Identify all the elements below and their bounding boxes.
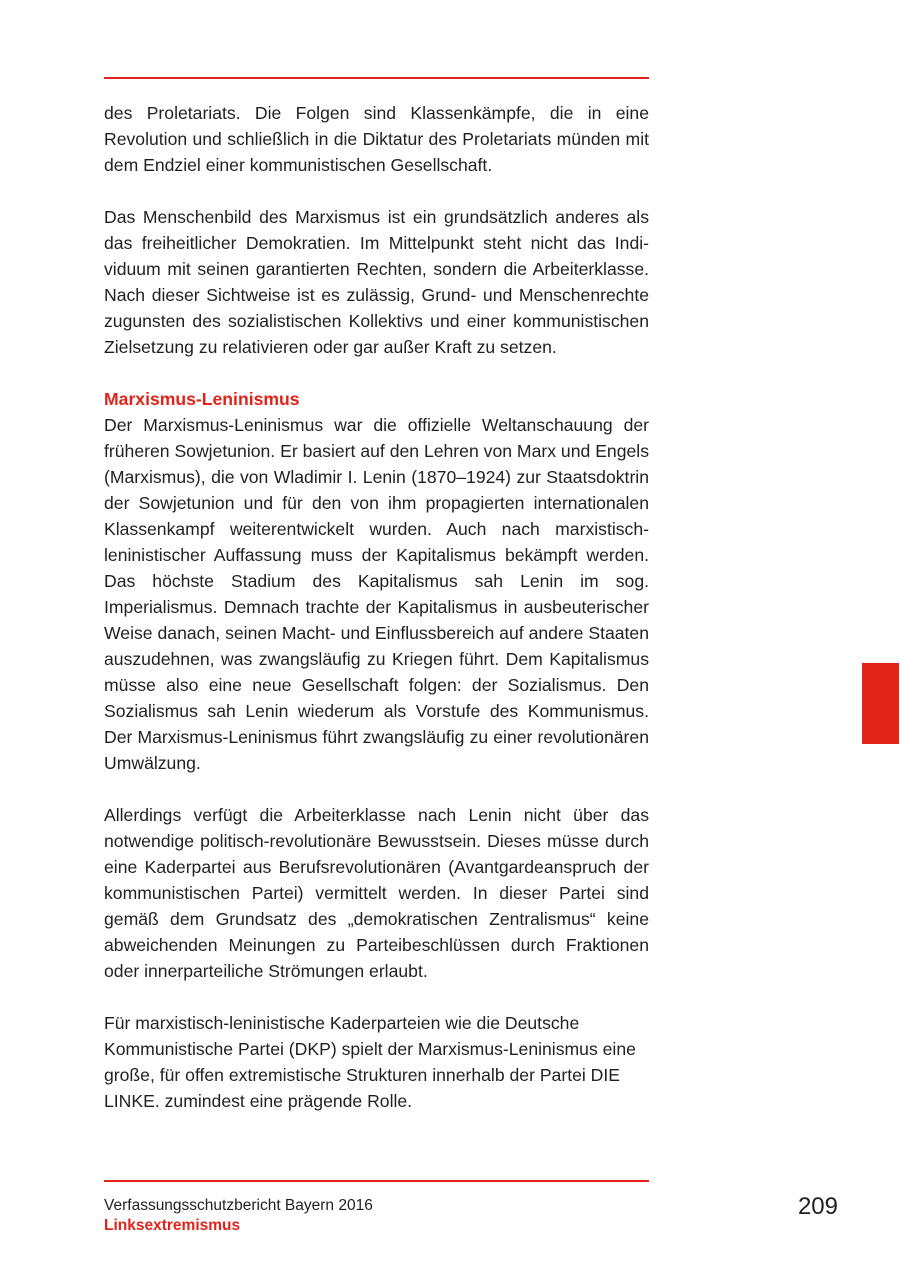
paragraph: Das Menschenbild des Marxismus ist ein grundsätzlich anderes als das freiheitlicher Demokratien. Im Mittelpunkt steht nicht das Individuum mit seinen garantierten Rechten, sondern die Arbeiterklasse. Nach dieser Sichtweise ist es zulässig, Grund- und Menschenrechte zugunsten des sozialistischen Kollektivs und einer kommunistischen Zielsetzung zu relativieren oder gar außer Kraft zu setzen.: [104, 207, 649, 357]
main-text: [104, 100, 649, 1140]
paragraph: des Proletariats. Die Folgen sind Klassenkämpfe, die in eine Revolution und schließlich in die Diktatur des Proletariats münden mit dem Endziel einer kommunistischen Gesellschaft.: [104, 103, 649, 175]
chapter-tab-marker: [862, 663, 899, 744]
page-number: 209: [797, 1193, 838, 1220]
paragraph: Der Marxismus-Leninismus war die offizielle Weltanschauung der früheren Sowjetunion. Er basiert auf den Lehren von Marx und Engels (Marxismus), die von Wladimir I. Lenin (1870–1924) zur Staatsdoktrin der Sowjetunion und für den von ihm propagierten internationalen Klassenkampf weiterentwickelt wurden. Auch nach marxistisch-leninistischer Auffassung muss der Kapitalismus bekämpft werden. Das höchste Stadium des Kapitalismus sah Lenin im sog. Imperialismus. Demnach trachte der Kapitalismus in ausbeuterischer Weise danach, seinen Macht- und Einflussbereich auf andere Staaten auszudehnen, was zwangsläufig zu Kriegen führt. Dem Kapitalismus müsse also eine neue Gesellschaft folgen: der Sozialismus. Den Sozialismus sah Lenin wiederum als Vorstufe des Kommunismus. Der Marxismus-Leninismus führt zwangsläufig zu einer revolutionären Umwälzung.: [104, 415, 649, 773]
section-heading: Marxismus-Leninismus: [104, 389, 300, 409]
footer-publication: Verfassungsschutzbericht Bayern 2016: [104, 1197, 373, 1214]
top-divider: [104, 77, 649, 79]
paragraph: Allerdings verfügt die Arbeiterklasse nach Lenin nicht über das notwendige politisch-revolutionäre Bewusstsein. Dieses müsse durch eine Kaderpartei aus Berufsrevolutionären (Avantgardeanspruch der kommunistischen Partei) vermittelt werden. In dieser Partei sind gemäß dem Grundsatz des „demokratischen Zentralismus“ keine abweichenden Meinungen zu Parteibeschlüssen durch Fraktionen oder innerparteiliche Strömungen erlaubt.: [104, 805, 649, 981]
paragraph: Für marxistisch-leninistische Kaderparteien wie die Deutsche Kommunistische Partei (DKP) spielt der Marxismus-Leninismus eine große, für offen extremistische Strukturen innerhalb der Partei DIE LINKE. zumindest eine prägende Rolle.: [104, 1013, 636, 1111]
bottom-divider: [104, 1180, 649, 1182]
footer-section: Linksextremismus: [104, 1217, 241, 1234]
